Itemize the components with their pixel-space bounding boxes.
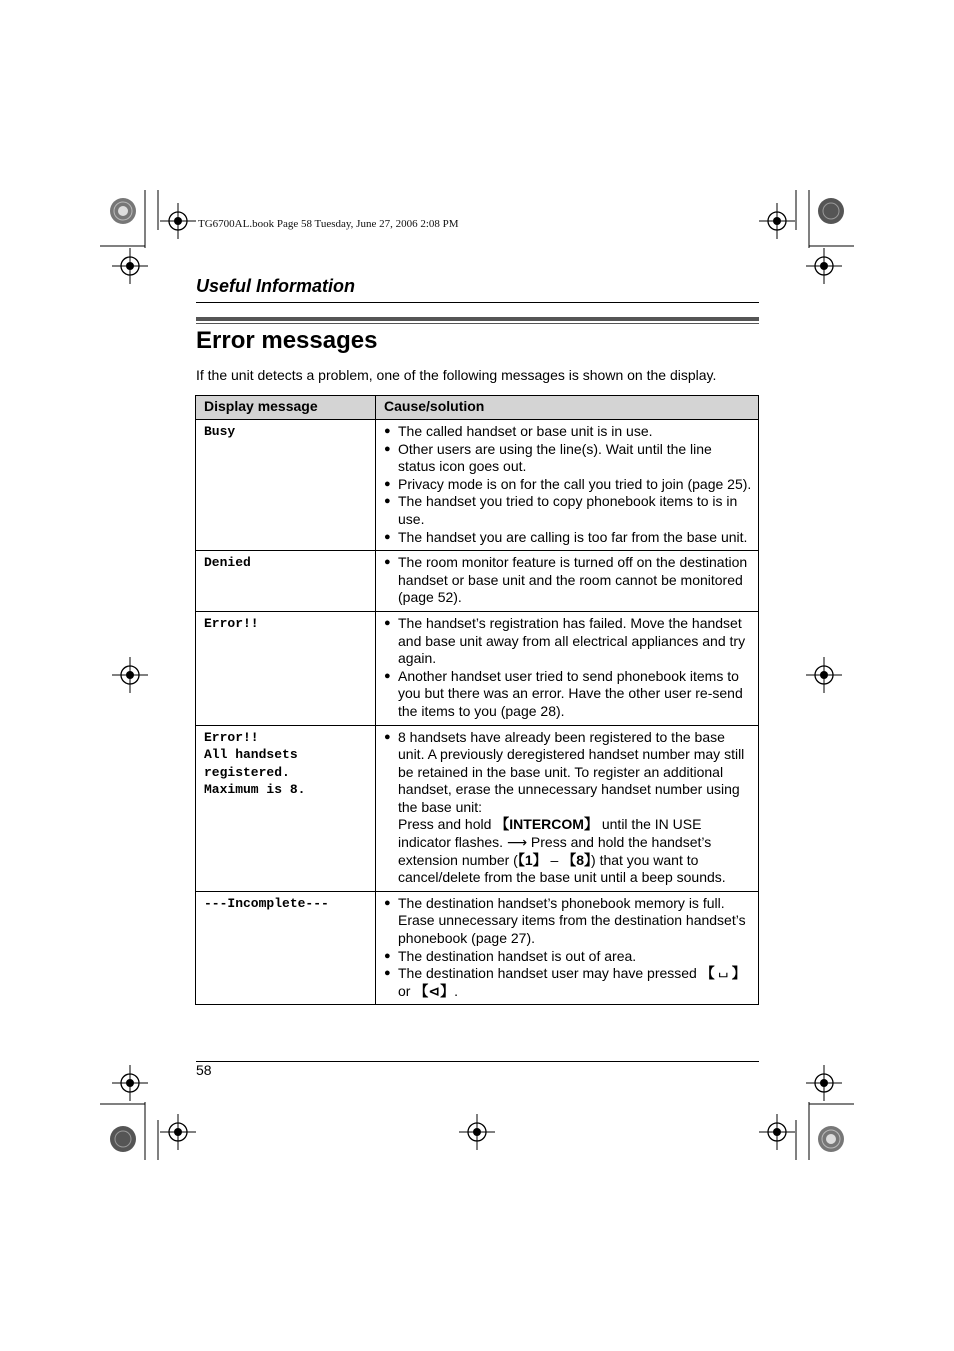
registration-target-icon	[160, 1114, 196, 1150]
cause-item: ● Privacy mode is on for the call you tried to join (page 25).	[384, 476, 752, 494]
display-message-cell	[196, 611, 376, 725]
registration-target-icon	[759, 203, 795, 239]
cause-cell	[376, 611, 759, 725]
cause-cell	[376, 891, 759, 1005]
registration-target-icon	[759, 1114, 795, 1150]
display-message-cell	[196, 891, 376, 1005]
intro-text: If the unit detects a problem, one of the following messages is shown on the display.	[196, 367, 717, 383]
registration-target-icon	[459, 1114, 495, 1150]
section-label: Useful Information	[196, 276, 356, 296]
cause-cell	[376, 551, 759, 612]
arrow-right-icon: ⟶	[506, 834, 528, 851]
section-rule	[196, 302, 759, 303]
title-rule-thin	[196, 323, 759, 324]
cause-item: ● Other users are using the line(s). Wait until the line status icon goes out.	[384, 441, 752, 476]
off-hook-icon: 【 ⏘ 】	[700, 965, 746, 982]
cause-item	[384, 729, 752, 887]
cause-text: The destination handset user may have pressed	[398, 965, 697, 982]
step-press-handset: Press and hold the handset’s extension number (	[398, 834, 712, 868]
crop-mark-icon	[794, 1102, 854, 1162]
intercom-key: 【INTERCOM】	[495, 816, 598, 833]
display-message: Denied	[204, 555, 251, 571]
registration-target-icon	[806, 248, 842, 284]
display-message-cell	[196, 725, 376, 891]
page-number: 58	[196, 1062, 212, 1078]
cause-cell	[376, 420, 759, 551]
cause-item: ● The destination handset is out of area.	[384, 948, 752, 966]
cause-list	[384, 554, 752, 607]
speakerphone-icon: 【⊲】	[414, 982, 455, 999]
display-message: Busy	[204, 424, 236, 439]
key-8: 【8】	[562, 851, 592, 868]
cause-cell	[376, 725, 759, 891]
cause-end: .	[454, 982, 458, 999]
display-message: Error!!	[204, 615, 259, 631]
printer-header: TG6700AL.book Page 58 Tuesday, June 27, 2006 2:08 PM	[198, 218, 459, 230]
cause-item: ● The handset’s registration has failed. Move the handset and base unit away from all electrical appliances and try again.	[384, 615, 752, 668]
key-1: 【1】	[517, 851, 547, 868]
registration-target-icon	[112, 248, 148, 284]
registration-target-icon	[806, 1065, 842, 1101]
step-press-and-hold: Press and hold	[398, 816, 492, 833]
cause-item: ● The handset you tried to copy phonebook items to is in use.	[384, 493, 752, 528]
table-row	[196, 551, 759, 612]
table-row	[196, 420, 759, 551]
crop-mark-icon	[100, 190, 160, 248]
footer-rule	[196, 1061, 759, 1062]
crop-mark-icon	[100, 1102, 160, 1162]
cause-list	[384, 615, 752, 721]
cause-item: ● The destination handset’s phonebook memory is full. Erase unnecessary items from the destination handset’s phonebook (page 27).	[384, 895, 752, 948]
table-row	[196, 611, 759, 725]
table-row	[196, 891, 759, 1005]
title-rule-thick	[196, 317, 759, 321]
registration-target-icon	[806, 657, 842, 693]
page-title: Error messages	[196, 327, 378, 354]
table-row	[196, 725, 759, 891]
display-message: Error!! All handsets registered. Maximum is 8.	[204, 729, 306, 798]
cause-item: ● The room monitor feature is turned off on the destination handset or base unit and the room cannot be monitored (page 52).	[384, 554, 752, 607]
cause-list	[384, 895, 752, 1001]
registration-target-icon	[160, 203, 196, 239]
cause-item	[384, 965, 752, 1000]
crop-mark-icon	[794, 190, 854, 248]
cause-intro: 8 handsets have already been registered to the base unit. A previously deregistered handset number may still be retained in the base unit. To register an additional handset, erase the unnecessary handset number using the base unit:	[398, 728, 745, 815]
cause-item: ● Another handset user tried to send phonebook items to you but there was an error. Have the other user re-send the items to you (page 28).	[384, 668, 752, 721]
cause-list	[384, 729, 752, 887]
display-message-cell	[196, 420, 376, 551]
step-until-indicator: until the IN USE indicator flashes.	[398, 816, 702, 851]
cause-item: ● The handset you are calling is too far from the base unit.	[384, 529, 752, 547]
key-range-dash: –	[546, 851, 563, 868]
display-message-cell	[196, 551, 376, 612]
registration-target-icon	[112, 657, 148, 693]
display-message: ---Incomplete---	[204, 895, 329, 911]
header-display-message: Display message	[196, 396, 376, 420]
table-header-row	[196, 396, 759, 420]
error-messages-table	[195, 395, 759, 1005]
cause-item: ● The called handset or base unit is in use.	[384, 423, 752, 441]
header-cause-solution: Cause/solution	[376, 396, 759, 420]
step-after-keys: ) that you want to cancel/delete from the base unit until a beep sounds.	[398, 851, 726, 886]
registration-target-icon	[112, 1065, 148, 1101]
cause-or: or	[398, 982, 411, 999]
cause-list	[384, 423, 752, 546]
